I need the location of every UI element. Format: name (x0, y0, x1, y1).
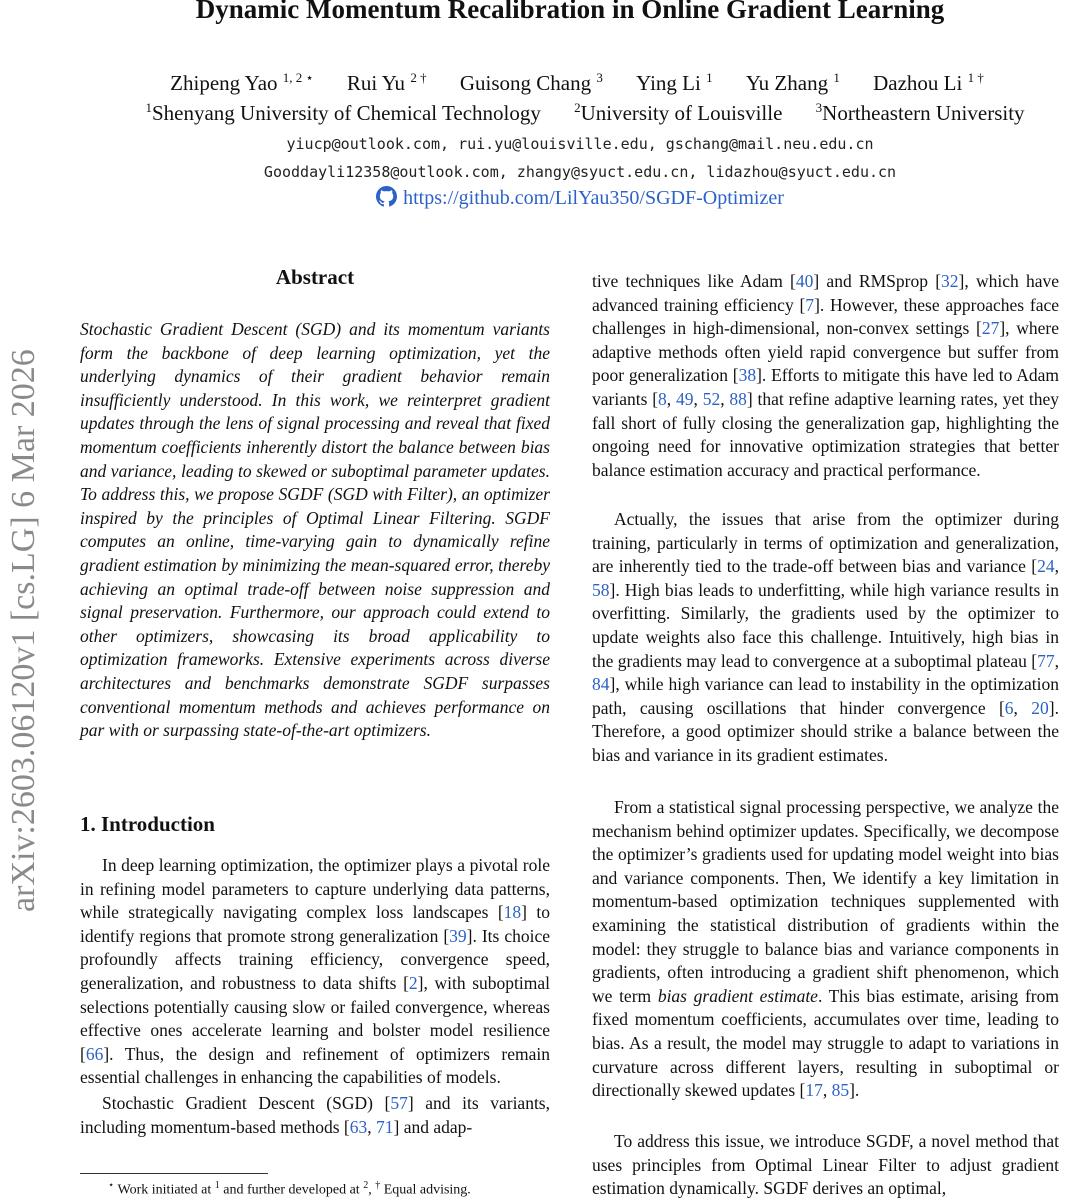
abstract-text: Stochastic Gradient Descent (SGD) and its momentum variants form the backbone of deep learning optimization, yet the underlying dynamics of their gradient behavior remain insufficiently understood. In this work, we reinterpret gradient updates through the lens of signal processing and reveal that fixed momentum coefficients inherently distort the balance between bias and variance, leading to skewed or suboptimal parameter updates. To address this, we propose SGDF (SGD with Filter), an optimizer inspired by the principles of Optimal Linear Filtering. SGDF computes an online, time-varying gain to dynamically refine gradient estimation by minimizing the mean-squared error, thereby achieving an optimal trade-off between noise suppression and signal preservation. Furthermore, our approach could extend to other optimizers, showcasing its broad applicability to optimization frameworks. Extensive experiments across diverse architectures and benchmarks demonstrate SGDF surpasses conventional momentum methods and achieves performance on par with or surpassing state-of-the-art optimizers. (80, 319, 550, 741)
affiliation (816, 101, 1025, 125)
affiliation (145, 101, 540, 125)
footnote: ⋆ Work initiated at $^1$ and further developed at $^2$, † Equal advising. (108, 1180, 471, 1198)
github-icon (376, 187, 403, 209)
author-name: Guisong Chang (459, 71, 592, 95)
citation-link[interactable]: 18 (503, 902, 522, 923)
citation-link[interactable]: 39 (449, 925, 467, 946)
github-url: https://github.com/LilYau350/SGDF-Optimizer (403, 187, 784, 209)
intro-paragraph-2: Stochastic Gradient Descent (SGD) [57] and its variants, including momentum-based methods [63, 71] and adap- (80, 1092, 550, 1137)
affiliation-list (0, 100, 1068, 126)
intro-paragraph-2-continued: tive techniques like Adam [40] and RMSprop [32], which have advanced training efficiency [7]. However, these approaches face challenges in high-dimensional, non-convex settings [27], where adaptive methods often yield rapid convergence but suffer from poor generalization [38]. Efforts to mitigate this have led to Adam variants [8, 49, 52, 88] that refine adaptive learning rates, yet they fall short of fully closing the generalization gap, highlighting the ongoing need for innovative optimization strategies that better balance estimation accuracy and practical performance. (592, 271, 1060, 480)
intro-paragraph-1: In deep learning optimization, the optimizer plays a pivotal role in refining model parameters to capture underlying data patterns, while strategically navigating complex loss landscapes [18] to identify regions that promote strong generalization [39]. Its choice profoundly affects training efficiency, convergence speed, generalization, and robustness to data shifts [2], with suboptimal selections potentially causing slow or failed convergence, whereas effective ones accelerate learning and bolster model resilience [66]. Thus, the design and refinement of optimizers remain essential challenges in enhancing the capabilities of models. (80, 855, 550, 1088)
email-line-1[interactable]: yiucp@outlook.com, rui.yu@louisville.edu, gschang@mail.neu.edu.cn (286, 135, 874, 153)
citation-link[interactable]: 6 (1004, 697, 1014, 718)
citation-link[interactable]: 8 (658, 388, 667, 409)
paper-title: Dynamic Momentum Recalibration in Online Gradient Learning (195, 0, 945, 24)
author-marks: 1 (706, 70, 713, 85)
affiliation-name: Northeastern University (822, 101, 1025, 125)
citation-link[interactable]: 2 (408, 972, 418, 993)
author-name: Ying Li (636, 71, 701, 95)
arxiv-stamp (0, 232, 50, 912)
citation-link[interactable]: 49 (676, 388, 694, 409)
citation-link[interactable]: 32 (941, 271, 959, 291)
citation-link[interactable]: 71 (376, 1116, 394, 1137)
author-marks: 2 † (410, 70, 427, 85)
affiliation-mark: 3 (815, 100, 823, 115)
author (460, 71, 603, 95)
author-name: Zhipeng Yao (170, 71, 278, 95)
author-list (0, 70, 1068, 96)
affiliation-name: Shenyang University of Chemical Technology (151, 101, 541, 125)
github-link[interactable] (0, 186, 1068, 210)
intro-paragraph-5: To address this issue, we introduce SGDF, a novel method that uses principles from Optimal Linear Filter to adjust gradient estimation dynamically. SGDF derives an optimal, (592, 1131, 1059, 1199)
author (746, 71, 840, 95)
citation-link[interactable]: 57 (390, 1092, 408, 1113)
intro-paragraphs (80, 854, 550, 1139)
citation-link[interactable]: 77 (1037, 650, 1055, 671)
citation-link[interactable]: 58 (592, 579, 610, 600)
citation-link[interactable]: 27 (981, 318, 1000, 339)
author (873, 71, 984, 95)
arxiv-stamp-text: arXiv:2603.06120v1 [cs.LG] 6 Mar 2026 (5, 349, 42, 912)
citation-link[interactable]: 38 (738, 365, 757, 386)
citation-link[interactable]: 63 (349, 1116, 368, 1137)
citation-link[interactable]: 17 (805, 1080, 823, 1101)
author-marks: 3 (596, 70, 603, 85)
email-line-2[interactable]: Gooddayli12358@outlook.com, zhangy@syuct.edu.cn, lidazhou@syuct.edu.cn (263, 163, 897, 181)
citation-link[interactable]: 88 (729, 388, 747, 409)
author-name: Rui Yu (346, 71, 406, 95)
citation-link[interactable]: 7 (805, 294, 815, 315)
affiliation-mark: 1 (145, 100, 152, 115)
author (347, 71, 427, 95)
section-heading-introduction: 1. Introduction (80, 812, 215, 836)
citation-link[interactable]: 20 (1031, 697, 1049, 718)
affiliation (574, 101, 782, 125)
citation-link[interactable]: 85 (831, 1080, 850, 1101)
abstract-heading: Abstract (275, 265, 355, 289)
footnote-rule (80, 1173, 268, 1174)
citation-link[interactable]: 40 (795, 271, 814, 291)
intro-paragraph-3: Actually, the issues that arise from the optimizer during training, particularly in terms of optimization and generalization, are inherently tied to the trade-off between bias and variance [24, 58]. High bias leads to underfitting, while high variance results in overfitting. Similarly, the gradients used by the optimizer to update weights also face this challenge. Intuitively, high bias in the gradients may lead to convergence at a suboptimal plateau [77, 84], while high variance can lead to instability in the optimization path, causing oscillations that hinder convergence [6, 20]. Therefore, a good optimizer should strike a balance between the bias and variance in its gradient estimates. (592, 509, 1059, 765)
author-marks: 1 (833, 70, 840, 85)
citation-link[interactable]: 24 (1037, 556, 1055, 577)
author (170, 71, 313, 95)
author-marks: 1, 2 ⋆ (282, 70, 314, 85)
author-name: Yu Zhang (745, 71, 829, 95)
author (636, 71, 713, 95)
emphasis-term: bias gradient estimate (657, 985, 818, 1006)
author-name: Dazhou Li (873, 71, 963, 95)
affiliation-mark: 2 (574, 100, 581, 115)
citation-link[interactable]: 66 (85, 1043, 104, 1064)
citation-link[interactable]: 84 (592, 674, 610, 695)
citation-link[interactable]: 52 (702, 388, 721, 409)
affiliation-name: University of Louisville (580, 101, 783, 125)
intro-paragraph-4: From a statistical signal processing perspective, we analyze the mechanism behind optimizer updates. Specifically, we decompose the optimizer’s gradients used for updating model weight into bias and variance components. Then, We identify a key limitation in momentum-based optimization techniques supplemented with examining the statistical distribution of gradients within the model: they struggle to balance bias and variance components in gradients, often introducing a gradient shift phenomenon, which we term bias gradient estimate. This bias estimate, arising from fixed momentum coefficients, accumulates over time, leading to bias. As a result, the model may struggle to adapt to variations in curvature across different layers, resulting in suboptimal or directionally skewed updates [17, 85]. (592, 797, 1059, 1101)
author-marks: 1 † (967, 70, 984, 85)
